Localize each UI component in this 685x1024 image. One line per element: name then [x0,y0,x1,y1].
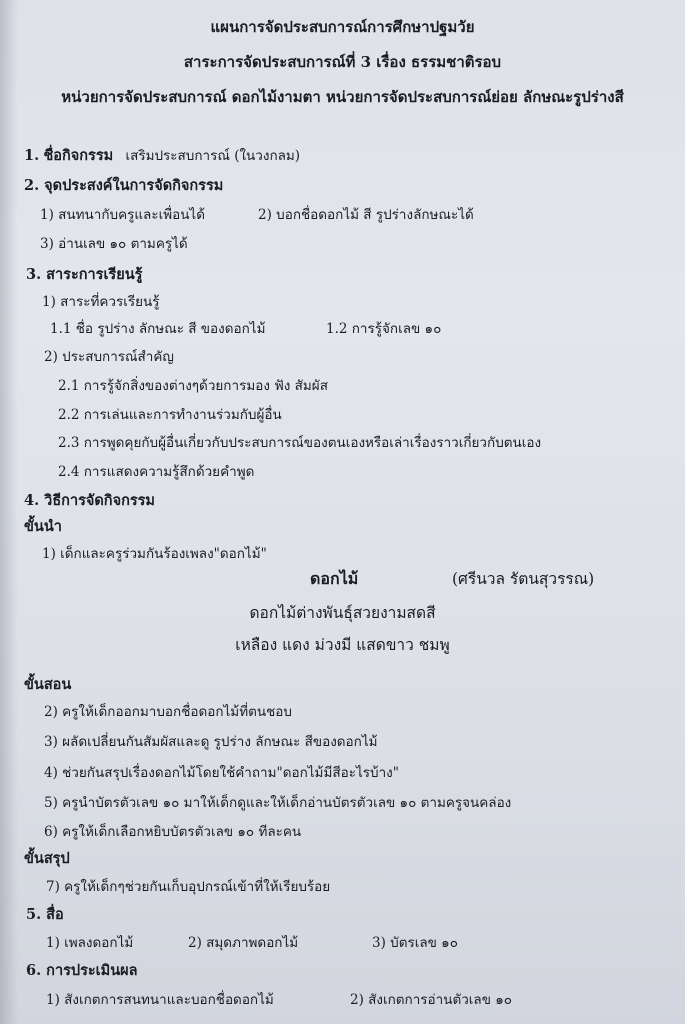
media-item-2: 2) สมุดภาพดอกไม้ [188,935,299,951]
objective-item-3: 3) อ่านเลข ๑๐ ตามครูได้ [40,236,188,252]
section2-heading: 2. จุดประสงค์ในการจัดกิจกรรม [24,177,224,194]
section5-heading: 5. สื่อ [26,906,64,923]
section6-heading: 6. การประเมินผล [26,962,138,979]
song-line-2: เหลือง แดง ม่วงมี แสดขาว ชมพู [235,636,450,654]
media-item-1: 1) เพลงดอกไม้ [46,935,134,951]
intro-item-1: 1) เด็กและครูร่วมกันร้องเพลง"ดอกไม้" [42,546,267,562]
experience-item-2-1: 2.1 การรู้จักสิ่งของต่างๆด้วยการมอง ฟัง สัมผัส [58,378,328,394]
section3-sub2: 2) ประสบการณ์สำคัญ [44,349,174,365]
section3-sub1: 1) สาระที่ควรเรียนรู้ [42,294,160,310]
evaluation-item-2: 2) สังเกตการอ่านตัวเลข ๑๐ [350,992,513,1008]
teach-item-2: 2) ครูให้เด็กออกมาบอกชื่อดอกไม้ที่ตนชอบ [44,704,292,720]
experience-item-2-3: 2.3 การพูดคุยกับผู้อื่นเกี่ยวกับประสบการณ์ของตนเองหรือเล่าเรื่องราวเกี่ยวกับตนเอง [58,435,542,451]
media-item-3: 3) บัตรเลข ๑๐ [372,935,458,951]
section4-heading: 4. วิธีการจัดกิจกรรม [24,492,155,509]
teach-item-5: 5) ครูนำบัตรตัวเลข ๑๐ มาให้เด็กดูและให้เด็กอ่านบัตรตัวเลข ๑๐ ตามครูจนคล่อง [44,795,512,811]
section1-number: 1. [24,147,40,164]
song-author: (ศรีนวล รัตนสุวรรณ) [452,570,595,588]
teach-item-4: 4) ช่วยกันสรุปเรื่องดอกไม้โดยใช้คำถาม"ดอกไม้มีสีอะไรบ้าง" [44,765,399,781]
teach-item-3: 3) ผลัดเปลี่ยนกันสัมผัสและดู รูปร่าง ลักษณะ สีของดอกไม้ [44,734,378,750]
content-item-1-2: 1.2 การรู้จักเลข ๑๐ [326,321,442,337]
experience-item-2-2: 2.2 การเล่นและการทำงานร่วมกับผู้อื่น [58,407,282,423]
summary-heading: ขั้นสรุป [24,850,70,867]
section3-heading: 3. สาระการเรียนรู้ [26,266,143,283]
teach-heading: ขั้นสอน [24,676,72,693]
objective-item-2: 2) บอกชื่อดอกไม้ สี รูปร่างลักษณะได้ [258,207,474,223]
content-item-1-1: 1.1 ชื่อ รูปร่าง ลักษณะ สี ของดอกไม้ [50,321,266,337]
song-title: ดอกไม้ [310,569,359,588]
intro-heading: ขั้นนำ [24,518,62,535]
experience-item-2-4: 2.4 การแสดงความรู้สึกด้วยคำพูด [58,464,255,480]
teach-item-6: 6) ครูให้เด็กเลือกหยิบบัตรตัวเลข ๑๐ ทีละคน [44,824,302,840]
song-line-1: ดอกไม้ต่างพันธุ์สวยงามสดสี [249,604,436,622]
doc-title-line3: หน่วยการจัดประสบการณ์ ดอกไม้งามตา หน่วยการจัดประสบการณ์ย่อย ลักษณะรูปร่างสี [61,88,624,106]
objective-item-1: 1) สนทนากับครูและเพื่อนได้ [40,207,205,223]
section1-value: เสริมประสบการณ์ (ในวงกลม) [125,148,301,164]
doc-title-line2: สาระการจัดประสบการณ์ที่ 3 เรื่อง ธรรมชาติรอบ [183,53,502,71]
section1 [24,147,300,165]
summary-item-7: 7) ครูให้เด็กๆช่วยกันเก็บอุปกรณ์เข้าที่ให้เรียบร้อย [46,879,331,895]
section1-label: ชื่อกิจกรรม [43,147,114,164]
evaluation-item-1: 1) สังเกตการสนทนาและบอกชื่อดอกไม้ [46,992,274,1008]
doc-title-line1: แผนการจัดประสบการณ์การศึกษาปฐมวัย [210,18,475,36]
